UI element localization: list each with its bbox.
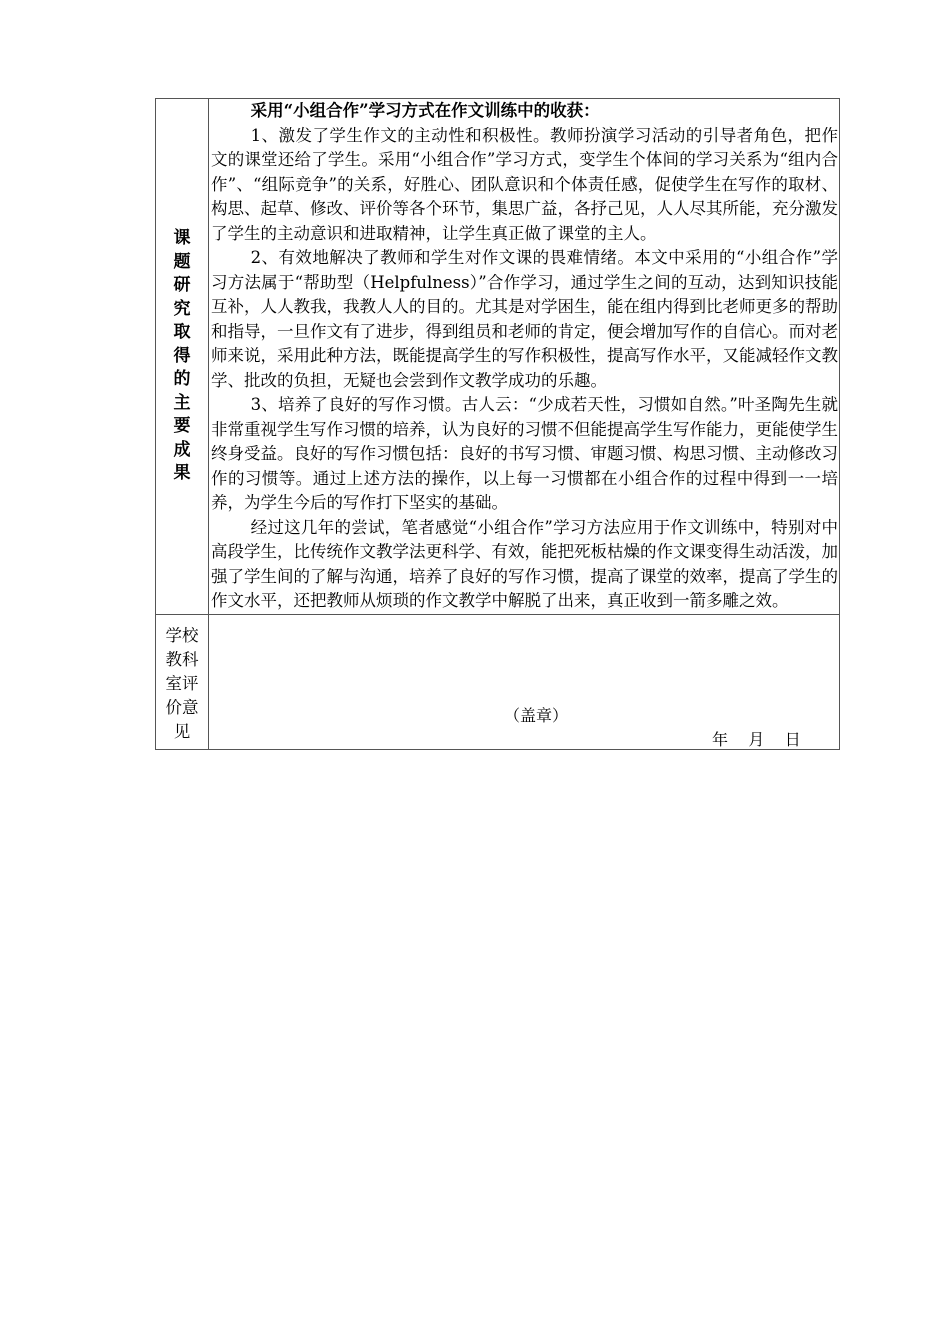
evaluation-label-cell [156,614,209,749]
results-content-cell [209,99,840,615]
results-paragraph-1: 1、激发了学生作文的主动性和积极性。教师扮演学习活动的引导者角色，把作文的课堂还给了学生。采用“小组合作”学习方式，变学生个体间的学习关系为“组内合作”、“组际竞争”的关系，好胜心、团队意识和个体责任感，促使学生在写作的取材、构思、起草、修改、评价等各个环节，集思广益，各抒己见，人人尽其所能，充分激发了学生的主动意识和进取精神，让学生真正做了课堂的主人。 [211,125,838,243]
seal-placeholder: （盖章） [504,705,569,725]
results-section-label: 课题研究取得的主要成果 [173,228,191,483]
report-form-table [155,98,840,750]
results-paragraph-2: 2、有效地解决了教师和学生对作文课的畏难情绪。本文中采用的“小组合作”学习方法属于“帮助型（Helpfulness）”合作学习，通过学生之间的互动，达到知识技能互补，人人教我，我教人人的目的。尤其是对学困生，能在组内得到比老师更多的帮助和指导，一旦作文有了进步，得到组员和老师的肯定，便会增加写作的自信心。而对老师来说，采用此种方法，既能提高学生的写作积极性，提高写作水平，又能减轻作文教学、批改的负担，无疑也会尝到作文教学成功的乐趣。 [211,248,838,390]
results-row [156,99,840,615]
results-paragraph-summary: 经过这几年的尝试，笔者感觉“小组合作”学习方法应用于作文训练中，特别对中高段学生，比传统作文教学法更科学、有效，能把死板枯燥的作文课变得生动活泼，加强了学生间的了解与沟通，培养了良好的写作习惯，提高了课堂的效率，提高了学生的作文水平，还把教师从烦琐的作文教学中解脱了出来，真正收到一箭多雕之效。 [211,517,838,610]
results-label-cell [156,99,209,615]
date-placeholder: 年 月 日 [712,729,801,749]
results-paragraph-3: 3、培养了良好的写作习惯。古人云：“少成若天性，习惯如自然。”叶圣陶先生就非常重视学生写作习惯的培养，认为良好的习惯不但能提高学生写作能力，更能使学生终身受益。良好的写作习惯包括：良好的书写习惯、审题习惯、构思习惯、主动修改习作的习惯等。通过上述方法的操作，以上每一习惯都在小组合作的过程中得到一一培养，为学生今后的写作打下坚实的基础。 [211,395,838,512]
results-title: 采用“小组合作”学习方式在作文训练中的收获： [250,101,600,120]
evaluation-content-cell [209,614,840,749]
evaluation-row [156,614,840,749]
evaluation-section-label: 学校教科室评价意见 [165,626,199,741]
